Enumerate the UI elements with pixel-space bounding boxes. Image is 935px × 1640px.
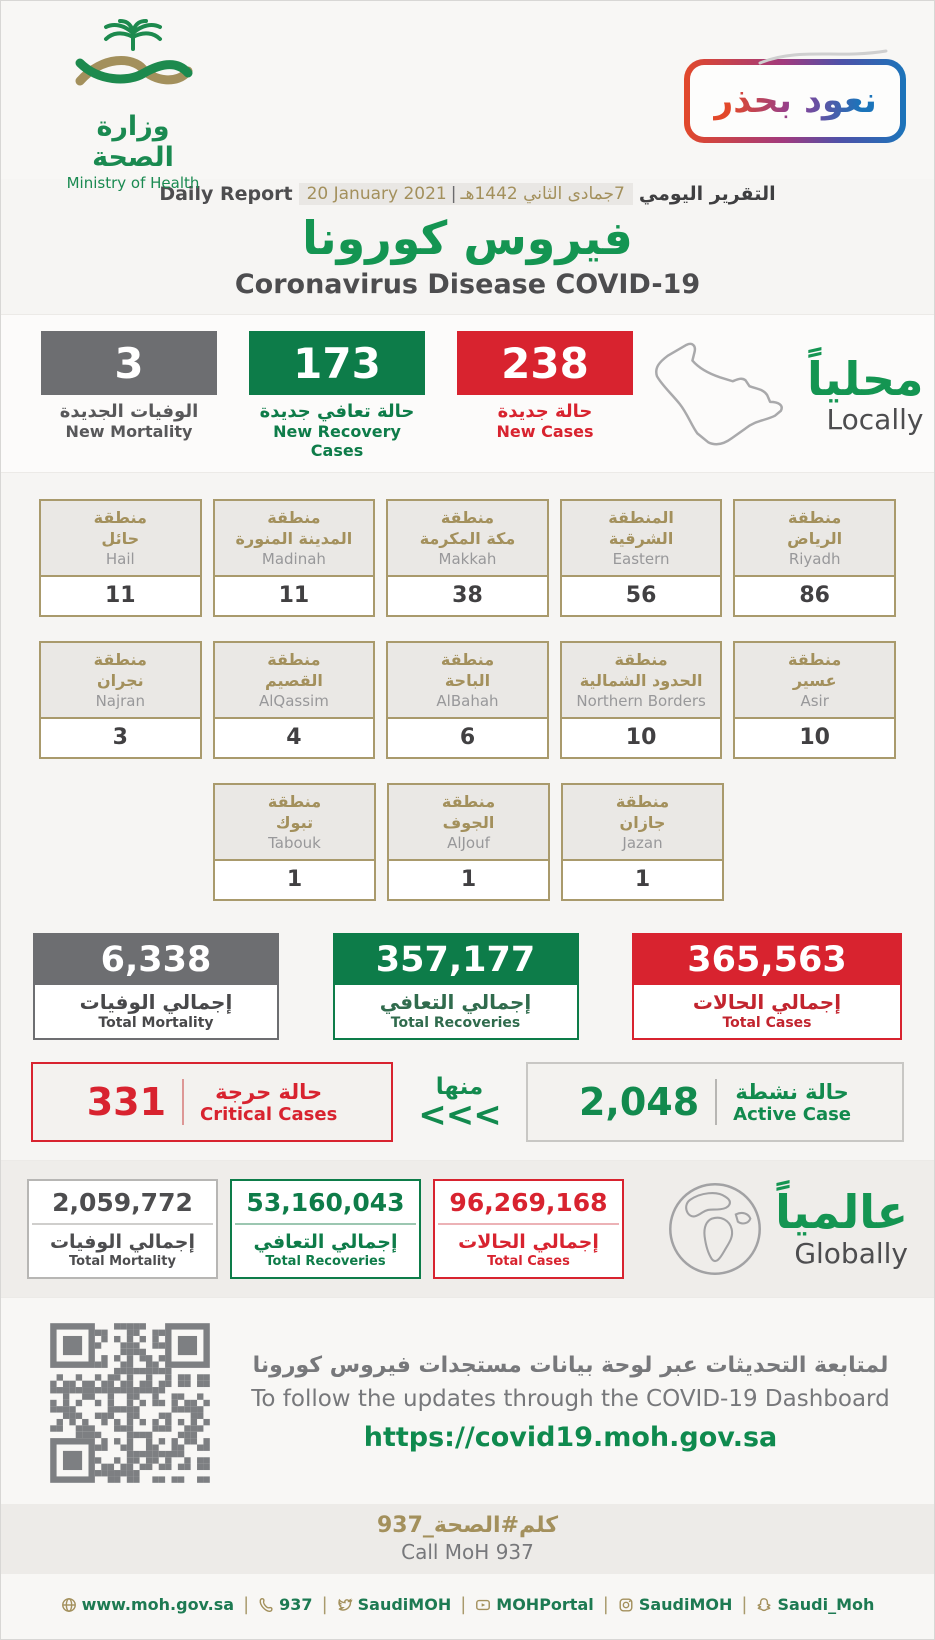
region-card-tabouk: منطقة تبوك Tabouk 1 <box>213 783 376 901</box>
region-card-makkah: منطقة مكة المكرمة Makkah 38 <box>386 499 549 617</box>
region-card-eastern: المنطقة الشرقية Eastern 56 <box>560 499 723 617</box>
call-moh-band <box>1 1504 934 1574</box>
gregorian-date: 20 January 2021 <box>306 184 447 204</box>
locally-section <box>1 314 934 473</box>
region-value: 4 <box>286 725 302 750</box>
badge-inner <box>690 65 900 137</box>
new-recovery-stat <box>249 331 425 460</box>
critical-cases-value: 331 <box>86 1080 167 1124</box>
call-moh-ar: كلم#الصحة_937 <box>376 1513 559 1538</box>
youtube-icon <box>475 1597 491 1613</box>
globe-icon <box>61 1597 77 1613</box>
region-card-najran: منطقة نجران Najran 3 <box>39 641 202 759</box>
new-mortality-stat <box>41 331 217 460</box>
new-mortality-value: 3 <box>41 331 217 395</box>
date-separator: | <box>450 184 457 204</box>
divider <box>715 1079 717 1125</box>
globally-label-en: Globally <box>794 1236 908 1270</box>
dashboard-url-link[interactable]: https://covid19.moh.gov.sa <box>363 1422 778 1453</box>
moh-logo <box>53 19 213 192</box>
regions-row-3 <box>39 783 896 901</box>
regions-row-1 <box>39 499 896 617</box>
new-mortality-label-en: New Mortality <box>65 422 193 441</box>
region-value: 10 <box>625 725 657 750</box>
daily-report-label-en: Daily Report <box>159 183 293 205</box>
total-cases-value: 365,563 <box>634 935 900 985</box>
total-recoveries-value: 357,177 <box>335 935 577 985</box>
new-cases-label-en: New Cases <box>496 422 594 441</box>
region-card-madinah: منطقة المدينة المنورة Madinah 11 <box>213 499 376 617</box>
region-value: 11 <box>278 583 310 608</box>
snapchat-icon <box>756 1597 772 1613</box>
new-stats-row <box>41 331 633 460</box>
chevrons-left-icon: <<< <box>418 1094 501 1135</box>
page-title-english: Coronavirus Disease COVID-19 <box>234 269 701 300</box>
region-value: 10 <box>799 725 830 750</box>
region-value: 1 <box>634 867 651 892</box>
hijri-date: 7جمادى الثاني 1442هـ <box>460 184 625 204</box>
globally-section <box>1 1160 934 1298</box>
of-which-indicator <box>403 1073 516 1135</box>
critical-active-row <box>1 1040 934 1160</box>
regions-row-2 <box>39 641 896 759</box>
new-recovery-label-ar: حالة تعافي جديدة <box>259 401 415 422</box>
region-value: 38 <box>452 583 483 608</box>
active-case-box: 2,048 حالة نشطة Active Case <box>526 1062 904 1142</box>
new-cases-value: 238 <box>457 331 633 395</box>
region-card-northern-borders: منطقة الحدود الشمالية Northern Borders 10 <box>560 641 723 759</box>
region-card-alqassim: منطقة القصيم AlQassim 4 <box>213 641 376 759</box>
badge-swoosh-decoration <box>758 45 888 67</box>
global-cases-value: 96,269,168 <box>449 1188 608 1217</box>
region-value: 6 <box>459 725 476 750</box>
dashboard-section <box>1 1298 934 1504</box>
globally-label-ar: عالمياً <box>775 1185 908 1240</box>
new-cases-label-ar: حالة جديدة <box>497 401 593 422</box>
new-cases-stat <box>457 331 633 460</box>
region-card-asir: منطقة عسير Asir 10 <box>733 641 896 759</box>
region-value: 86 <box>799 583 830 608</box>
badge-text: نعود بحذر <box>713 81 877 121</box>
instagram-link[interactable]: SaudiMOH <box>618 1595 733 1614</box>
region-card-riyadh: منطقة الرياض Riyadh 86 <box>733 499 896 617</box>
region-card-aljouf: منطقة الجوف AlJouf 1 <box>387 783 550 901</box>
region-card-albahah: منطقة الباحة AlBahah 6 <box>386 641 549 759</box>
of-which-label: منها <box>435 1073 484 1100</box>
divider <box>182 1079 184 1125</box>
return-with-caution-badge <box>684 59 906 143</box>
locally-label-en: Locally <box>826 403 924 437</box>
global-recoveries-box: 53,160,043 إجمالي التعافي Total Recoveries <box>230 1179 421 1279</box>
snapchat-link[interactable]: Saudi_Moh <box>756 1595 874 1614</box>
dashboard-note-en: To follow the updates through the COVID-19 Dashboard <box>251 1386 890 1412</box>
active-case-value: 2,048 <box>578 1080 700 1124</box>
region-card-jazan: منطقة جازان Jazan 1 <box>561 783 724 901</box>
global-cases-box: 96,269,168 إجمالي الحالات Total Cases <box>433 1179 624 1279</box>
call-moh-en: Call MoH 937 <box>401 1540 534 1564</box>
locally-label-ar: محلياً <box>807 351 924 406</box>
logo-title-english: Ministry of Health <box>66 174 200 192</box>
total-mortality-value: 6,338 <box>35 935 277 985</box>
new-recovery-value: 173 <box>249 331 425 395</box>
region-value: 1 <box>286 867 303 892</box>
instagram-icon <box>618 1597 634 1613</box>
global-mortality-value: 2,059,772 <box>52 1188 193 1217</box>
moh-palm-emblem-icon <box>58 19 208 105</box>
website-link[interactable]: www.moh.gov.sa <box>61 1595 235 1614</box>
twitter-link[interactable]: SaudiMOH <box>337 1595 452 1614</box>
new-mortality-label-ar: الوفيات الجديدة <box>59 401 199 422</box>
region-value: 56 <box>625 583 657 608</box>
phone-icon <box>258 1597 274 1613</box>
region-value: 11 <box>104 583 136 608</box>
globe-icon <box>663 1177 767 1281</box>
twitter-icon <box>337 1597 353 1613</box>
region-value: 1 <box>460 867 477 892</box>
totals-row <box>1 927 934 1040</box>
phone-link[interactable]: 937 <box>258 1595 312 1614</box>
global-mortality-box: 2,059,772 إجمالي الوفيات Total Mortality <box>27 1179 218 1279</box>
youtube-link[interactable]: MOHPortal <box>475 1595 593 1614</box>
date-chip <box>299 183 633 205</box>
region-card-hail: منطقة حائل Hail 11 <box>39 499 202 617</box>
logo-title-arabic: وزارة الصحة <box>92 111 174 173</box>
locally-heading <box>633 337 923 455</box>
qr-code <box>47 1320 213 1486</box>
total-mortality-box: 6,338 إجمالي الوفيات Total Mortality <box>33 933 279 1040</box>
region-value: 3 <box>112 725 128 750</box>
critical-cases-box: 331 حالة حرجة Critical Cases <box>31 1062 393 1142</box>
total-cases-box: 365,563 إجمالي الحالات Total Cases <box>632 933 902 1040</box>
page-title-arabic: فيروس كورونا <box>302 211 633 265</box>
footer-links: www.moh.gov.sa | 937 | SaudiMOH | MOHPortal | SaudiMOH | Saudi_Moh <box>1 1574 934 1639</box>
globally-heading <box>663 1177 908 1281</box>
dashboard-note-ar: لمتابعة التحديثات عبر لوحة بيانات مستجدات فيروس كورونا <box>252 1353 889 1378</box>
global-recoveries-value: 53,160,043 <box>246 1188 405 1217</box>
daily-report-label-ar: التقرير اليومي <box>638 183 776 205</box>
saudi-arabia-map-icon <box>633 337 801 455</box>
total-recoveries-box: 357,177 إجمالي التعافي Total Recoveries <box>333 933 579 1040</box>
new-recovery-label-en: New Recovery Cases <box>273 422 401 460</box>
regions-grid <box>1 473 934 927</box>
header <box>1 1 934 192</box>
